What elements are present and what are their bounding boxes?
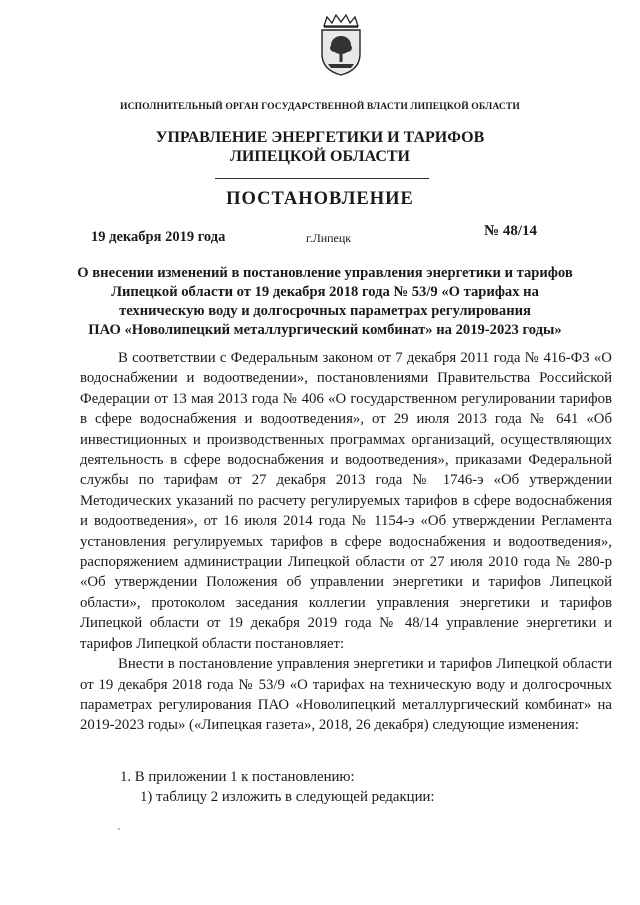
document-city: г.Липецк xyxy=(306,231,352,245)
subject-line3: техническую воду и долгосрочных параметрах регулирования xyxy=(119,303,531,319)
amendment-paragraph: Внести в постановление управления энергетики и тарифов Липецкой области от 19 декабря 2018 года № 53/9 «О тарифах на техническую воду и долгосрочных параметрах регулирования ПАО «Новолипецкий металлургический комбинат» на 2019-2023 годы» («Липецкая газета», 2018, 26 декабря) следующие изменения: xyxy=(80,656,612,734)
authority-line: ИСПОЛНИТЕЛЬНЫЙ ОРГАН ГОСУДАРСТВЕННОЙ ВЛАСТИ ЛИПЕЦКОЙ ОБЛАСТИ xyxy=(120,101,520,112)
subject-line4: ПАО «Новолипецкий металлургический комбинат» на 2019-2023 годы» xyxy=(88,322,562,338)
subject-line2: Липецкой области от 19 декабря 2018 года № 53/9 «О тарифах на xyxy=(111,284,539,300)
organization-name-line2: ЛИПЕЦКОЙ ОБЛАСТИ xyxy=(230,148,410,165)
document-number: № 48/14 xyxy=(484,223,537,239)
document-body xyxy=(80,348,612,736)
preamble-paragraph: В соответствии с Федеральным законом от 7 декабря 2011 года № 416-ФЗ «О водоснабжении и водоотведении», постановлениями Правительства Российской Федерации от 13 мая 2013 года № 406 «О государственном регулировании тарифов в сфере водоснабжения и водоотведения», от 29 июля 2013 года № 641 «Об инвестиционных и производственных программах организаций, осуществляющих деятельность в сфере водоснабжения и водоотведения», приказами Федеральной службы по тарифам от 27 декабря 2013 года № 1746-э «Об утверждении Методических указаний по расчету регулируемых тарифов в сфере водоснабжения и водоотведения», от 16 июля 2014 года № 1154-э «Об утверждении Регламента установления регулируемых тарифов в сфере водоснабжения и водоотведения», распоряжением администрации Липецкой области от 27 июля 2010 года № 280-р «Об утверждении Положения об управлении энергетики и тарифов Липецкой области», протоколом заседания коллегии управления энергетики и тарифов Липецкой области от 19 декабря 2019 года № 48/14 управление энергетики и тарифов Липецкой области постановляет: xyxy=(80,350,612,652)
list-item-1: 1. В приложении 1 к постановлению: xyxy=(120,769,355,785)
scan-speck xyxy=(118,828,120,830)
document-subject xyxy=(70,264,580,340)
coat-of-arms-icon xyxy=(318,14,364,76)
organization-name xyxy=(0,128,640,166)
header-divider xyxy=(215,178,429,179)
organization-name-line1: УПРАВЛЕНИЕ ЭНЕРГЕТИКИ И ТАРИФОВ xyxy=(155,129,485,146)
document-type-title: ПОСТАНОВЛЕНИЕ xyxy=(226,189,414,209)
subject-line1: О внесении изменений в постановление управления энергетики и тарифов xyxy=(77,265,573,281)
list-subitem-1: 1) таблицу 2 изложить в следующей редакции: xyxy=(140,789,435,805)
document-date: 19 декабря 2019 года xyxy=(91,229,226,245)
